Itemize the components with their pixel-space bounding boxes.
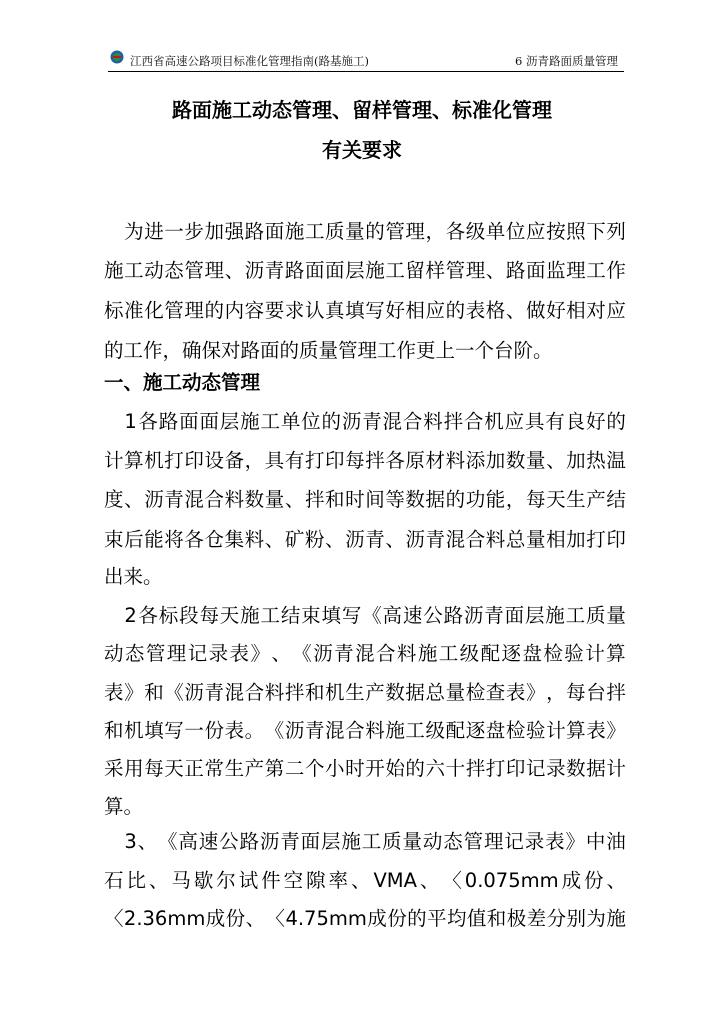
body-text-line: 算。: [104, 795, 144, 818]
header-guide-title: 江西省高速公路项目标准化管理指南(路基施工): [130, 54, 369, 68]
body-text-line: 标 准 化 管 理 的 内 容 要 求 认 真 填 写 好 相 应 的 表 格 、 做 好 相 对 应: [104, 299, 626, 322]
body-text-line: 〈 2.36mm 成 份 、 〈 4.75mm 成 份 的 平 均 值 和 极 差 分 别 为 施: [104, 907, 626, 930]
body-text-line: 石 比 、 马 歇 尔 试 件 空 隙 率 、 VMA 、 〈 0.075mm 成 份 、: [104, 869, 626, 892]
section-heading: 一、施工动态管理: [104, 371, 261, 394]
body-text-line: 动 态 管 理 记 录 表 》 、 《 沥 青 混 合 料 施 工 级 配 逐 盘 检 验 计 算: [104, 642, 626, 665]
body-text-line: 表 》 和 《 沥 青 混 合 料 拌 和 机 生 产 数 据 总 量 检 查 表 》 ， 每 台 拌: [104, 681, 626, 704]
body-text-line: 2 各 标 段 每 天 施 工 结 束 填 写 《 高 速 公 路 沥 青 面 层 施 工 质 量: [124, 604, 626, 627]
body-text-line: 采 用 每 天 正 常 生 产 第 二 个 小 时 开 始 的 六 十 拌 打 印 记 录 数 据 计: [104, 757, 626, 780]
body-text-line: 度 、 沥 青 混 合 料 数 量 、 拌 和 时 间 等 数 据 的 功 能 ， 每 天 生 产 结: [104, 488, 626, 511]
body-text-line: 1 各 路 面 面 层 施 工 单 位 的 沥 青 混 合 料 拌 合 机 应 具 有 良 好 的: [124, 410, 626, 433]
body-text-line: 施 工 动 态 管 理 、 沥 青 路 面 面 层 施 工 留 样 管 理 、 路 面 监 理 工 作: [104, 259, 626, 282]
body-text-line: 的工作，确保对路面的质量管理工作更上一个台阶。: [104, 339, 553, 362]
body-text-line: 和 机 填 写 一 份 表 。 《 沥 青 混 合 料 施 工 级 配 逐 盘 检 验 计 算 表 》: [104, 719, 626, 742]
body-text-line: 计 算 机 打 印 设 备 ， 具 有 打 印 每 拌 各 原 材 料 添 加 数 量 、 加 热 温: [104, 449, 626, 472]
document-title-line-2: 有关要求: [322, 138, 402, 162]
page-header: [108, 47, 624, 72]
body-text-line: 出来。: [104, 565, 163, 588]
body-text-line: 3 、 《 高 速 公 路 沥 青 面 层 施 工 质 量 动 态 管 理 记 录 表 》 中 油: [124, 830, 626, 853]
body-text-line: 束 后 能 将 各 仓 集 料 、 矿 粉 、 沥 青 、 沥 青 混 合 料 总 量 相 加 打 印: [104, 528, 626, 551]
document-title-line-1: 路面施工动态管理、留样管理、标准化管理: [172, 98, 552, 122]
header-section-title: 6 沥青路面质量管理: [515, 54, 618, 68]
logo-icon: [110, 50, 124, 64]
body-text-line: 为 进 一 步 加 强 路 面 施 工 质 量 的 管 理 ， 各 级 单 位 应 按 照 下 列: [124, 220, 626, 243]
